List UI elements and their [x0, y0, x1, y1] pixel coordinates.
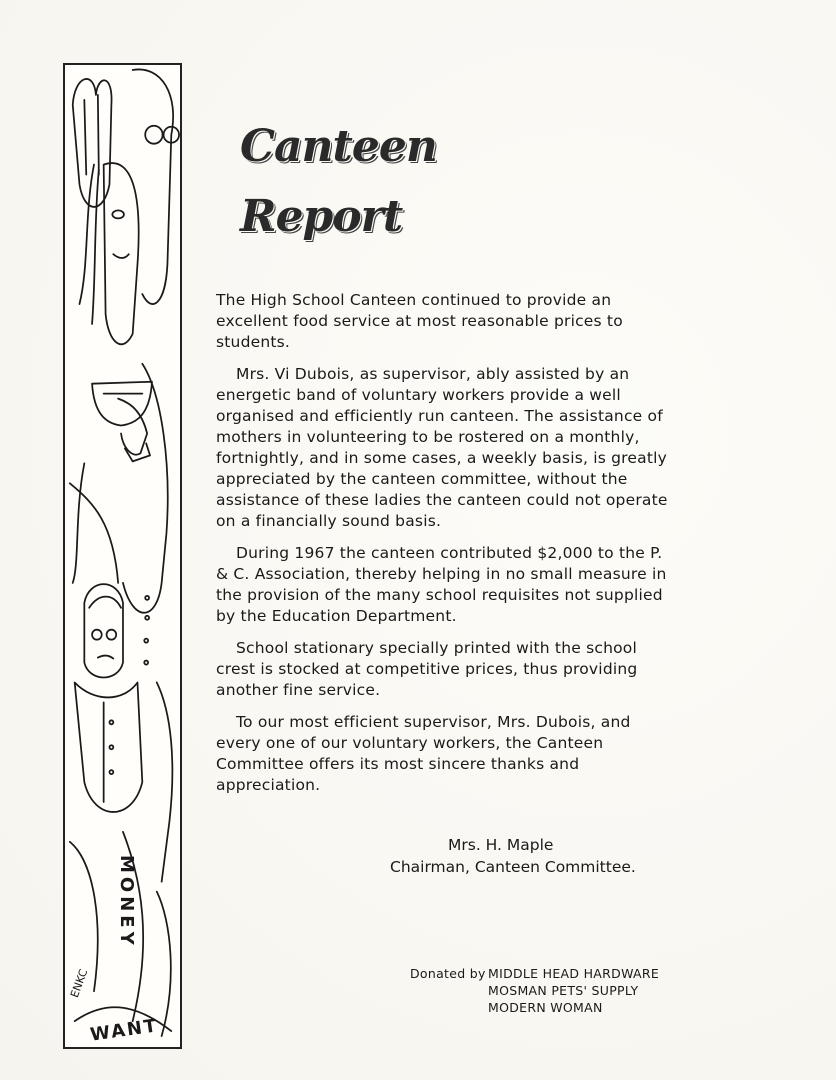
- illustration-word-money: MONEY: [116, 855, 137, 949]
- signature-name: Mrs. H. Maple: [448, 836, 554, 854]
- donors-label: Donated by: [410, 966, 486, 981]
- paragraph-stationery: School stationary specially printed with the school crest is stocked at competitive prices, thus providing another fine service.: [216, 639, 638, 699]
- donor-name: MOSMAN PETS' SUPPLY: [488, 983, 639, 998]
- margin-illustration: [63, 63, 182, 1049]
- illustration-word-want: WANT: [88, 1015, 160, 1046]
- paragraph-thanks: To our most efficient supervisor, Mrs. Dubois, and every one of our voluntary workers, the Canteen Committee offers its most sincere thanks and appreciation.: [216, 713, 631, 794]
- paragraph-intro: The High School Canteen continued to provide an excellent food service at most reasonable prices to students.: [216, 291, 623, 351]
- paragraph-supervisor: Mrs. Vi Dubois, as supervisor, ably assisted by an energetic band of voluntary workers provide a well organised and efficiently run canteen. The assistance of mothers in volunteering to be rostered on a monthly, fortnightly, and in some cases, a weekly basis, is greatly appreciated by the canteen committee, without the assistance of these ladies the canteen could not operate on a financially sound basis.: [216, 365, 668, 530]
- page-title: Canteen Report: [240, 121, 437, 242]
- illustration-word-enkc: ENKC: [68, 967, 91, 1000]
- report-body: [216, 290, 676, 807]
- paragraph-contribution: During 1967 the canteen contributed $2,000 to the P. & C. Association, thereby helping in no small measure in the provision of the many school requisites not supplied by the Education Department.: [216, 544, 667, 625]
- signature-role: Chairman, Canteen Committee.: [390, 858, 636, 876]
- donor-name: MODERN WOMAN: [488, 1000, 603, 1015]
- donors-block: [410, 965, 710, 1016]
- donor-name: MIDDLE HEAD HARDWARE: [488, 966, 660, 981]
- signature-block: [390, 834, 680, 878]
